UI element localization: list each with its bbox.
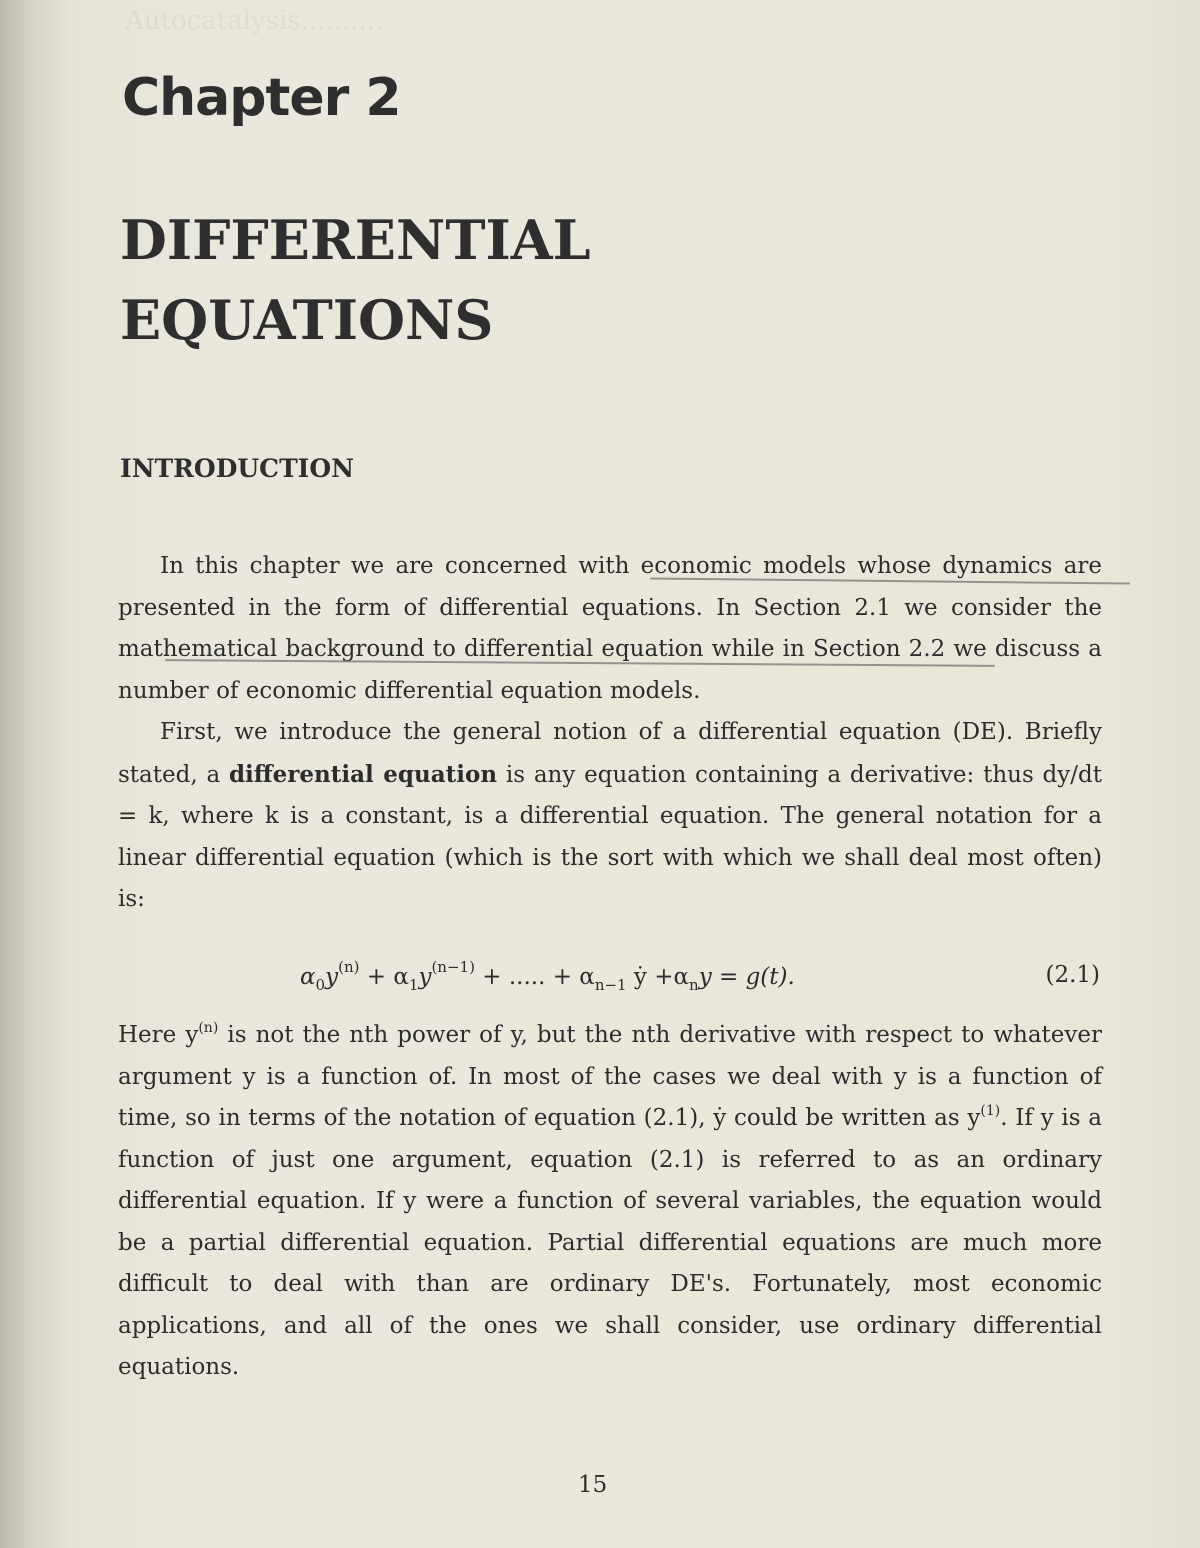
defined-term: differential equation xyxy=(228,760,498,788)
equation-2-1 xyxy=(300,958,795,994)
eq-term: + ..... + α xyxy=(474,964,595,990)
eq-symbol: y xyxy=(418,964,432,990)
page-number: 15 xyxy=(578,1472,608,1498)
eq-subscript: n xyxy=(689,976,699,994)
paragraph-text: . If y is a function of just one argument, equation (2.1) is referred to as an ordinary differential equation. If y were a function of several variables, the equation would be a partial differential equation. Partial differential equations are much more difficult to deal with than are ordinary DE's. Fortunately, most economic applications, and all of the ones we shall consider, use ordinary differential equations. xyxy=(118,1105,1102,1380)
section-heading: INTRODUCTION xyxy=(120,454,355,483)
eq-subscript: n−1 xyxy=(594,976,627,994)
eq-symbol: y xyxy=(325,964,339,990)
chapter-title-line-1: DIFFERENTIAL xyxy=(120,208,591,272)
bleed-through-text: Autocatalysis.......... xyxy=(125,6,384,36)
superscript: (n) xyxy=(198,1020,219,1036)
equation-number: (2.1) xyxy=(1045,962,1100,988)
intro-paragraph-1: In this chapter we are concerned with economic models whose dynamics are presented in the form of differential equations. In Section 2.1 we consider the mathematical background to differential equation while in Section 2.2 we discuss a number of economic differential equation models. xyxy=(118,553,1102,704)
superscript: (1) xyxy=(980,1103,1001,1119)
chapter-title xyxy=(120,200,591,360)
paragraph-text: Here y xyxy=(118,1022,199,1048)
intro-paragraph-2 xyxy=(118,712,1102,921)
eq-subscript: 1 xyxy=(408,976,419,994)
chapter-label: Chapter 2 xyxy=(122,68,401,128)
eq-term: ẏ +α xyxy=(626,964,690,990)
eq-subscript: 0 xyxy=(315,976,326,994)
paragraph-text: First, we introduce the general notion of a differential equation (DE). Briefly stated, a xyxy=(118,719,1102,788)
eq-term: + α xyxy=(359,964,409,990)
eq-superscript: (n) xyxy=(338,958,360,976)
eq-superscript: (n−1) xyxy=(431,958,475,976)
paragraph-text: is not the nth power of y, but the nth derivative with respect to whatever argument y is a function of. In most of the cases we deal with y is a function of time, so in terms of the notation of equation (2.1), ẏ could be written as y xyxy=(118,1022,1102,1131)
paragraph-text: is any equation containing a derivative: thus dy/dt = k, where k is a constant, is a differential equation. The general notation for a linear differential equation (which is the sort with which we shall deal most often) is: xyxy=(118,761,1102,912)
eq-term: y = g(t). xyxy=(698,964,795,990)
eq-symbol: α xyxy=(300,964,316,990)
chapter-title-line-2: EQUATIONS xyxy=(120,288,494,352)
intro-paragraph-3 xyxy=(118,1015,1102,1389)
